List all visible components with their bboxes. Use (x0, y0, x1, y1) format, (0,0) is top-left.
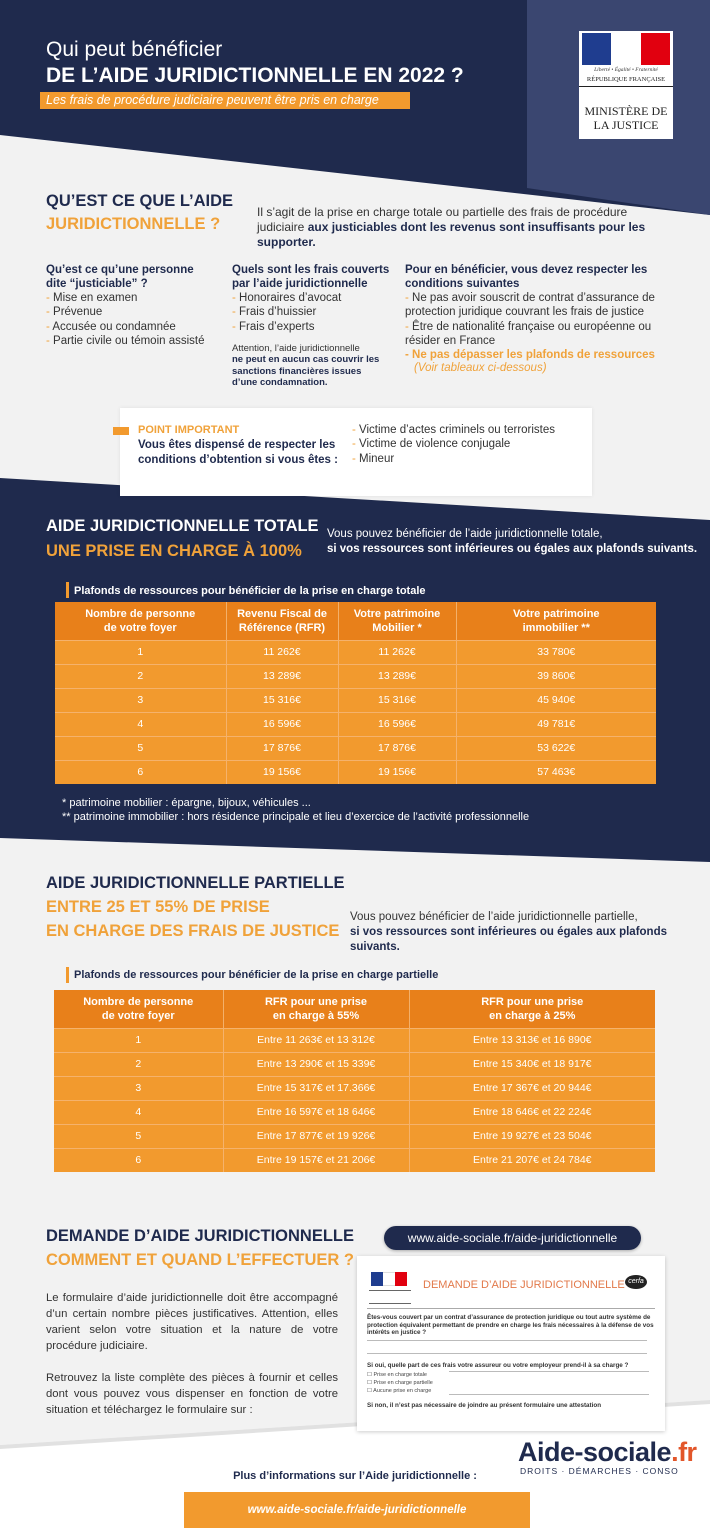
important-marker (113, 427, 129, 435)
table-cell: 6 (54, 1148, 223, 1172)
total-note-1: * patrimoine mobilier : épargne, bijoux, véhicules ... (62, 797, 311, 809)
logo-ministry-line2: LA JUSTICE (593, 118, 659, 132)
form-divider (367, 1308, 655, 1309)
table-row (55, 664, 656, 688)
table-row (54, 1076, 655, 1100)
logo-ministry (579, 104, 673, 132)
partial-caption-marker (66, 967, 69, 983)
table-cell: 2 (54, 1052, 223, 1076)
what-title-line1: QU’EST CE QUE L’AIDE (46, 192, 234, 210)
table-cell: Entre 16 597€ et 18 646€ (223, 1100, 409, 1124)
column-header: Votre patrimoine Mobilier * (338, 602, 456, 640)
table-cell: 39 860€ (456, 664, 656, 688)
important-title: POINT IMPORTANT (138, 424, 240, 436)
covered-fees-note (232, 343, 382, 389)
column-header: Nombre de personne de votre foyer (55, 602, 226, 640)
form-question-3: Si non, il n’est pas nécessaire de joindre au présent formulaire une attestation (367, 1402, 602, 1409)
table-cell: 45 940€ (456, 688, 656, 712)
column-header: Nombre de personne de votre foyer (54, 990, 223, 1028)
logo-ministry-line1: MINISTÈRE DE (584, 104, 668, 118)
conditions-column (405, 263, 665, 374)
list-item: - Victime de violence conjugale (352, 437, 555, 451)
brand-main: Aide-sociale (518, 1437, 672, 1467)
form-question-1: Êtes-vous couvert par un contrat d’assurance de protection juridique ou tout autre système de protection équivalent permettant de prendre en charge les frais nécessaires à la défense de vos intérêts en justice ? (367, 1314, 654, 1336)
table-row (55, 712, 656, 736)
justiciable-column (46, 263, 226, 348)
form-title: DEMANDE D’AIDE JURIDICTIONNELLE (423, 1279, 625, 1291)
table-row (55, 640, 656, 664)
logo-motto: Liberté • Égalité • Fraternité (594, 67, 658, 73)
what-intro (257, 205, 677, 250)
total-title-line2: UNE PRISE EN CHARGE À 100% (46, 542, 302, 560)
table-cell: 5 (54, 1124, 223, 1148)
table-cell: 19 156€ (226, 760, 338, 784)
table-header-row (54, 990, 655, 1028)
partial-intro (350, 910, 705, 955)
table-row (54, 1124, 655, 1148)
total-table-caption: Plafonds de ressources pour bénéficier de la prise en charge totale (74, 585, 426, 597)
header-title-line2: DE L’AIDE JURIDICTIONNELLE EN 2022 ? (46, 64, 464, 87)
request-paragraph-2: Retrouvez la liste complète des pièces à fournir et celles dont vous pouvez vous dispenser en fonction de votre situation et téléchargez le formulaire sur : (46, 1372, 338, 1416)
table-cell: 57 463€ (456, 760, 656, 784)
table-cell: 4 (54, 1100, 223, 1124)
table-cell: 1 (54, 1028, 223, 1052)
brand-tld: .fr (671, 1437, 697, 1467)
table-cell: Entre 21 207€ et 24 784€ (409, 1148, 655, 1172)
covered-fees-note-text: Attention, l’aide juridictionnelle (232, 342, 360, 354)
header-subtitle: Les frais de procédure judiciaire peuvent être pris en charge (40, 92, 410, 109)
footer-link-button[interactable]: www.aide-sociale.fr/aide-juridictionnelle (184, 1492, 530, 1528)
table-cell: Entre 19 927€ et 23 504€ (409, 1124, 655, 1148)
table-cell: Entre 15 317€ et 17.366€ (223, 1076, 409, 1100)
form-question-2: Si oui, quelle part de ces frais votre assureur ou votre employeur prend-il à sa charge ? (367, 1362, 629, 1369)
table-cell: 4 (55, 712, 226, 736)
partial-table (54, 990, 655, 1172)
brand-tagline: DROITS · DÉMARCHES · CONSO (520, 1466, 679, 1476)
what-title-line2: JURIDICTIONNELLE ? (46, 215, 221, 233)
list-item: - Frais d’huissier (232, 305, 392, 319)
list-item: - Victime d’actes criminels ou terroristes (352, 423, 555, 437)
table-cell: 15 316€ (226, 688, 338, 712)
table-row (55, 760, 656, 784)
list-item: - Ne pas avoir souscrit de contrat d’assurance de protection juridique couvrant les frais de justice (405, 291, 665, 320)
table-cell: 33 780€ (456, 640, 656, 664)
table-cell: 19 156€ (338, 760, 456, 784)
conditions-title-line1: Pour en bénéficier, vous devez respecter les (405, 264, 648, 276)
form-option: ☐ Aucune prise en charge (367, 1388, 432, 1394)
french-flag-icon (582, 33, 670, 65)
table-cell: 13 289€ (226, 664, 338, 688)
table-row (54, 1148, 655, 1172)
table-cell: Entre 17 367€ et 20 944€ (409, 1076, 655, 1100)
table-row (55, 688, 656, 712)
list-item: - Accusée ou condamnée (46, 320, 226, 334)
table-cell: 15 316€ (338, 688, 456, 712)
table-cell: Entre 13 290€ et 15 339€ (223, 1052, 409, 1076)
table-cell: Entre 15 340€ et 18 917€ (409, 1052, 655, 1076)
what-intro-bold: aux justiciables dont les revenus sont insuffisants pour les supporter. (257, 220, 646, 249)
request-title-line2: COMMENT ET QUAND L’EFFECTUER ? (46, 1251, 354, 1269)
column-header: Votre patrimoine immobilier ** (456, 602, 656, 640)
table-cell: 53 622€ (456, 736, 656, 760)
request-title-line1: DEMANDE D’AIDE JURIDICTIONNELLE (46, 1227, 355, 1245)
table-row (54, 1028, 655, 1052)
table-cell: 3 (54, 1076, 223, 1100)
table-row (54, 1052, 655, 1076)
see-tables-note: (Voir tableaux ci-dessous) (414, 362, 547, 375)
table-cell: 13 289€ (338, 664, 456, 688)
table-cell: Entre 11 263€ et 13 312€ (223, 1028, 409, 1052)
form-cerfa-badge: cerfa (625, 1275, 647, 1289)
total-table (55, 602, 656, 784)
total-intro-bold: si vos ressources sont inférieures ou égales aux plafonds suivants. (327, 543, 698, 555)
table-row (55, 736, 656, 760)
partial-intro-text: Vous pouvez bénéficier de l’aide juridictionnelle partielle, (350, 911, 638, 923)
table-row (54, 1100, 655, 1124)
form-option: ☐ Prise en charge totale (367, 1372, 427, 1378)
header-title-line1: Qui peut bénéficier (46, 38, 223, 61)
list-item: - Être de nationalité française ou européenne ou résider en France (405, 320, 665, 349)
request-paragraph-1: Le formulaire d’aide juridictionnelle doit être accompagné d’un certain nombre pièces justificatives. Attention, elles varient selon votre situation et la nature de votre procédure judiciaire. (46, 1292, 338, 1352)
important-list (352, 423, 555, 466)
form-option: ☐ Prise en charge partielle (367, 1380, 433, 1386)
total-caption-marker (66, 582, 69, 598)
form-option-lines (449, 1371, 649, 1395)
french-flag-icon (371, 1272, 407, 1286)
form-ministry-mark (369, 1290, 411, 1304)
table-cell: Entre 18 646€ et 22 224€ (409, 1100, 655, 1124)
table-cell: 49 781€ (456, 712, 656, 736)
covered-fees-title-line2: par l’aide juridictionnelle (232, 278, 368, 290)
partial-title-line1: AIDE JURIDICTIONNELLE PARTIELLE (46, 874, 345, 892)
table-cell: Entre 13 313€ et 16 890€ (409, 1028, 655, 1052)
total-intro-text: Vous pouvez bénéficier de l’aide juridictionnelle totale, (327, 528, 603, 540)
important-text: Vous êtes dispensé de respecter les conditions d’obtention si vous êtes : (138, 439, 338, 466)
conditions-list (405, 291, 665, 362)
table-cell: 16 596€ (338, 712, 456, 736)
list-item: - Honoraires d’avocat (232, 291, 392, 305)
total-title-line1: AIDE JURIDICTIONNELLE TOTALE (46, 517, 319, 535)
table-cell: 6 (55, 760, 226, 784)
conditions-title-line2: conditions suivantes (405, 278, 520, 290)
table-header-row (55, 602, 656, 640)
table-cell: 17 876€ (338, 736, 456, 760)
partial-title-line2: ENTRE 25 ET 55% DE PRISE (46, 898, 270, 916)
covered-fees-list (232, 291, 392, 334)
form-answer-lines (367, 1340, 647, 1354)
table-cell: 11 262€ (338, 640, 456, 664)
justiciable-title-line2: dite “justiciable” ? (46, 278, 148, 290)
total-intro (327, 527, 702, 557)
form-url-link[interactable]: www.aide-sociale.fr/aide-juridictionnelle (384, 1226, 641, 1250)
table-cell: 1 (55, 640, 226, 664)
ministry-logo (579, 31, 673, 139)
table-cell: Entre 17 877€ et 19 926€ (223, 1124, 409, 1148)
justiciable-title-line1: Qu’est ce qu’une personne (46, 264, 194, 276)
table-cell: Entre 19 157€ et 21 206€ (223, 1148, 409, 1172)
list-item: - Frais d’experts (232, 320, 392, 334)
justiciable-list (46, 291, 226, 348)
list-item: - Prévenue (46, 305, 226, 319)
what-intro-text: Il s’agit de la prise en charge totale ou partielle des frais de procédure judiciaire (257, 205, 628, 234)
form-options (367, 1371, 433, 1395)
partial-intro-bold: si vos ressources sont inférieures ou égales aux plafonds suivants. (350, 926, 668, 953)
column-header: Revenu Fiscal de Référence (RFR) (226, 602, 338, 640)
total-notes (62, 796, 529, 824)
list-item: - Mise en examen (46, 291, 226, 305)
partial-table-caption: Plafonds de ressources pour bénéficier de la prise en charge partielle (74, 969, 439, 981)
form-preview (357, 1256, 665, 1431)
table-cell: 5 (55, 736, 226, 760)
total-note-2: ** patrimoine immobilier : hors résidence principale et lieu d’exercice de l’activité professionnelle (62, 811, 530, 823)
table-cell: 2 (55, 664, 226, 688)
table-cell: 3 (55, 688, 226, 712)
column-header: RFR pour une prise en charge à 55% (223, 990, 409, 1028)
partial-title-line3: EN CHARGE DES FRAIS DE JUSTICE (46, 922, 340, 940)
column-header: RFR pour une prise en charge à 25% (409, 990, 655, 1028)
logo-republic: RÉPUBLIQUE FRANÇAISE (579, 76, 673, 87)
table-cell: 17 876€ (226, 736, 338, 760)
aide-sociale-logo (518, 1437, 697, 1468)
list-item: - Partie civile ou témoin assisté (46, 334, 226, 348)
covered-fees-note-bold: ne peut en aucun cas couvrir les sanctions financières issues d’une condamnation. (232, 354, 380, 389)
table-cell: 11 262€ (226, 640, 338, 664)
list-item-highlight: - Ne pas dépasser les plafonds de ressources (405, 348, 665, 362)
covered-fees-column (232, 263, 392, 389)
list-item: - Mineur (352, 452, 555, 466)
table-cell: 16 596€ (226, 712, 338, 736)
footer-text: Plus d’informations sur l’Aide juridictionnelle : (233, 1470, 477, 1482)
covered-fees-title-line1: Quels sont les frais couverts (232, 264, 390, 276)
